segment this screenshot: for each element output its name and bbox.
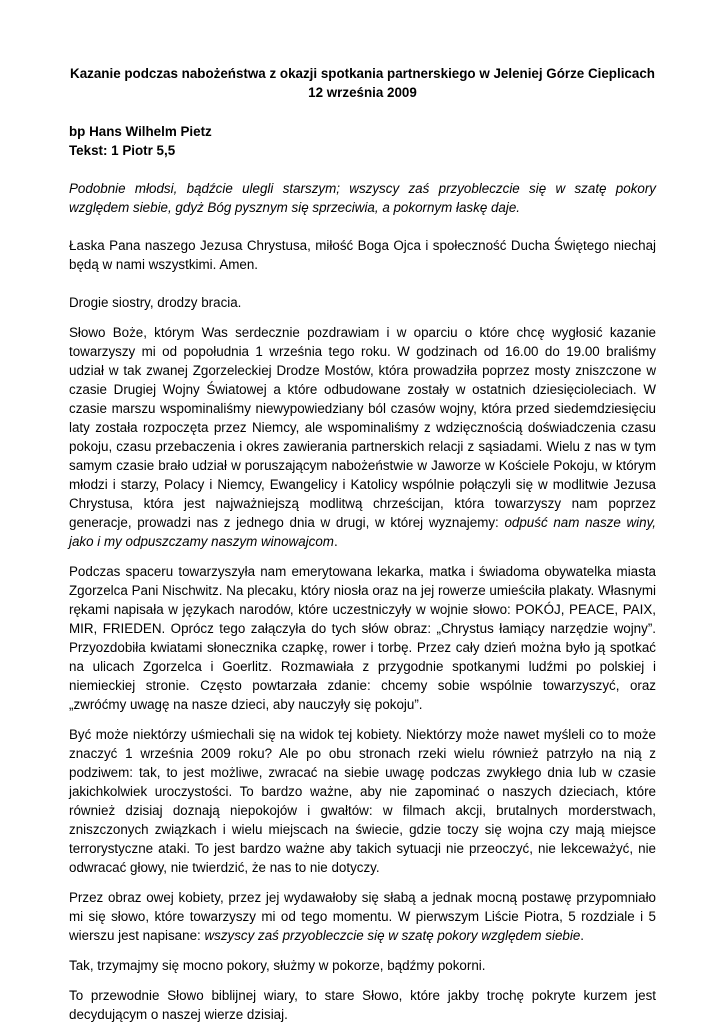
paragraph-3: Być może niektórzy uśmiechali się na widok tej kobiety. Niektórzy może nawet myśleli co to może znaczyć 1 września 2009 roku? Ale po obu stronach rzeki wielu również patrzyło na nią z podziwem: tak, to jest możliwe, zwracać na siebie uwagę podczas zwykłego dnia lub w czasie jakichkolwiek uroczystości. To bardzo ważne, aby nie zapominać o naszych dzieciach, które również dzisiaj doznają niepokojów i gwałtów: w filmach akcji, brutalnych morderstwach, zniszczonych związkach i wielu miejscach na świecie, gdzie toczy się wojna czy mają miejsce terrorystyczne ataki. To jest bardzo ważne aby takich sytuacji nie przeoczyć, nie lekceważyć, nie odwracać głowy, nie twierdzić, że nas to nie dotyczy. — [69, 727, 656, 875]
page-date: 12 września 2009 — [308, 85, 417, 100]
paragraph-1-text: Słowo Boże, którym Was serdecznie pozdrawiam i w oparciu o które chcę wygłosić kazanie towarzyszy mi od popołudnia 1 września tego roku. W godzinach od 16.00 do 19.00 braliśmy udział w tak zwanej Zgorzeleckiej Drodze Mostów, która prowadziła poprzez mosty zniszczone w czasie Drugiej Wojny Światowej a które odbudowane zostały w ostatnich dziesięcioleciach. W czasie marszu wspominaliśmy niewypowiedziany ból czasów wojny, która przed siedemdziesięciu laty została rozpoczęta przez Niemcy, ale wspominaliśmy z wdzięcznością doświadczenia czasu pokoju, czasu przebaczenia i okres zawierania partnerskich relacji z sąsiadami. Wielu z nas w tym samym czasie brało udział w poruszającym nabożeństwie w Jaworze w Kościele Pokoju, w którym młodzi i starzy, Polacy i Niemcy, Ewangelicy i Katolicy wspólnie połączyli się w modlitwie Jezusa Chrystusa, która jest najważniejszą modlitwą chrześcijan, która towarzyszy nam poprzez generacje, prowadzi nas z jednego dnia w drugi, w której wyznajemy: — [69, 325, 656, 530]
paragraph-4-text: Przez obraz owej kobiety, przez jej wydawałoby się słabą a jednak mocną postawę przypomniało mi się słowo, które towarzyszy mi od tego momentu. W pierwszym Liście Piotra, 5 rozdziale i 5 wierszu jest napisane: — [69, 890, 656, 943]
paragraph-1-end: . — [333, 534, 338, 549]
meta-block — [69, 122, 656, 160]
paragraph-4-quote: wszyscy zaś przyobleczcie się w szatę pokory względem siebie — [204, 928, 581, 943]
paragraph-1-quote: odpuść nam nasze winy, jako i my odpuszczamy naszym winowajcom — [69, 515, 657, 549]
paragraph-1 — [69, 323, 656, 551]
text-reference: Tekst: 1 Piotr 5,5 — [69, 143, 176, 158]
paragraph-4 — [69, 888, 656, 945]
greeting-paragraph: Łaska Pana naszego Jezusa Chrystusa, miłość Boga Ojca i społeczność Ducha Świętego niechaj będą w nami wszystkimi. Amen. — [69, 238, 656, 272]
paragraph-2: Podczas spaceru towarzyszyła nam emerytowana lekarka, matka i świadoma obywatelka miasta Zgorzelca Pani Nischwitz. Na plecaku, który niosła oraz na jej rowerze umieściła plakaty. Własnymi rękami napisała w językach narodów, które uczestniczyły w wojnie słowo: POKÓJ, PEACE, PAIX, MIR, FRIEDEN. Oprócz tego załączyła do tych słów obraz: „Chrystus łamiący narzędzie wojny”. Przyozdobiła kwiatami słonecznika czapkę, rower i torbę. Przez cały dzień można było ją spotkać na ulicach Zgorzelca i Goerlitz. Rozmawiała z przygodnie spotkanymi ludźmi po polskiej i niemieckiej stronie. Często powtarzała zdanie: chcemy sobie wspólnie towarzyszyć, oraz „zwróćmy uwagę na nasze dzieci, aby nauczyły się pokoju”. — [69, 564, 656, 712]
scripture-motto: Podobnie młodsi, bądźcie ulegli starszym; wszyscy zaś przyobleczcie się w szatę pokory względem siebie, gdyż Bóg pysznym się sprzeciwia, a pokornym łaskę daje. — [69, 181, 656, 215]
author-line: bp Hans Wilhelm Pietz — [69, 124, 212, 139]
paragraph-4-end: . — [580, 928, 585, 943]
paragraph-5: Tak, trzymajmy się mocno pokory, służmy w pokorze, bądźmy pokorni. — [69, 958, 486, 973]
page-title: Kazanie podczas nabożeństwa z okazji spotkania partnerskiego w Jeleniej Górze Cieplicach — [70, 66, 655, 81]
title-block — [69, 64, 656, 102]
paragraph-6: To przewodnie Słowo biblijnej wiary, to stare Słowo, które jakby trochę pokryte kurzem jest decydującym o naszej wierze dzisiaj. — [69, 988, 656, 1022]
salutation: Drogie siostry, drodzy bracia. — [69, 295, 242, 310]
